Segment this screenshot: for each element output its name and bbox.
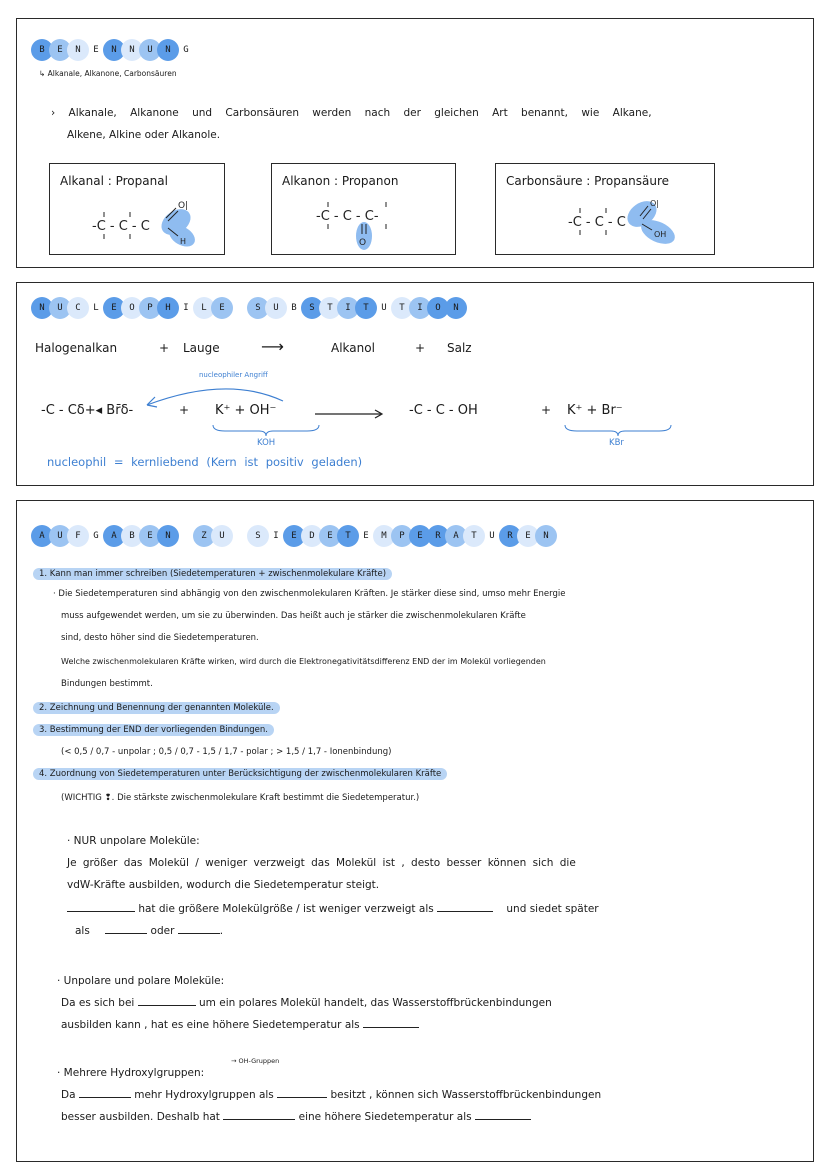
title-letter: U	[49, 297, 71, 319]
blank-7[interactable]	[79, 1097, 131, 1098]
title-letter: T	[463, 525, 485, 547]
title-letter: E	[103, 297, 125, 319]
propanon-box	[271, 163, 456, 255]
step-1-text-1: · Die Siedetemperaturen sind abhängig von den zwischenmolekularen Kräften. Je stärker diese sind, umso mehr Energie	[53, 589, 566, 599]
propanon-structure-icon	[272, 164, 457, 256]
nonpolar-line-1: Je größer das Molekül / weniger verzweigt das Molekül ist , desto besser können sich die	[67, 857, 576, 869]
tasks-title	[31, 525, 553, 547]
title-letter: I	[409, 297, 431, 319]
step-1-heading: 1. Kann man immer schreiben (Siedetemperaturen + zwischenmolekulare Kräfte)	[33, 569, 392, 579]
title-letter: E	[283, 525, 305, 547]
title-letter: O	[121, 297, 143, 319]
blank-10[interactable]	[475, 1119, 531, 1120]
title-letter: P	[139, 297, 161, 319]
mechanism-right: -C - C - OH	[409, 403, 478, 418]
mixed-line-2: ausbilden kann , hat es eine höhere Siedetemperatur als	[61, 1019, 419, 1031]
title-letter: L	[193, 297, 215, 319]
kbr-brace-icon	[563, 423, 673, 437]
title-letter: E	[211, 297, 233, 319]
blank-5[interactable]	[138, 1005, 196, 1006]
title-letter: I	[183, 303, 189, 313]
step-4-note: (WICHTIG ❢. Die stärkste zwischenmolekulare Kraft bestimmt die Siedetemperatur.)	[61, 793, 420, 803]
product-alkanol: Alkanol	[331, 341, 375, 355]
svg-text:O|: O|	[650, 199, 659, 208]
title-letter: E	[363, 531, 369, 541]
title-letter: L	[93, 303, 99, 313]
step-3-ranges: (< 0,5 / 0,7 - unpolar ; 0,5 / 0,7 - 1,5 / 1,7 - polar ; > 1,5 / 1,7 - Ionenbindung)	[61, 747, 392, 757]
svg-text:-C - C - C: -C - C - C	[92, 219, 150, 234]
reaction-arrow: ⟶	[261, 337, 284, 356]
title-letter: T	[355, 297, 377, 319]
propansaeure-structure-icon	[496, 164, 716, 256]
title-letter: N	[31, 297, 53, 319]
title-letter: M	[373, 525, 395, 547]
step-1-text-5: Bindungen bestimmt.	[61, 679, 153, 689]
title-letter: N	[157, 525, 179, 547]
nonpolar-line-4: als oder .	[75, 925, 224, 937]
step-4-heading: 4. Zuordnung von Siedetemperaturen unter Berücksichtigung der zwischenmolekularen Kräfte	[33, 769, 447, 779]
title-letter: N	[103, 39, 125, 61]
kbr-label: KBr	[609, 438, 624, 448]
title-letter: N	[445, 297, 467, 319]
title-letter: G	[183, 45, 189, 55]
reactant-halogenalkan: Halogenalkan	[35, 341, 118, 355]
title-letter: U	[49, 525, 71, 547]
reaction-plus-2: +	[415, 341, 426, 355]
title-letter: E	[409, 525, 431, 547]
title-letter: D	[301, 525, 323, 547]
svg-text:OH: OH	[654, 230, 667, 239]
nucleophil-definition: nucleophil = kernliebend (Kern ist positiv geladen)	[47, 455, 363, 469]
blank-6[interactable]	[363, 1027, 419, 1028]
ions-right: K⁺ + Br⁻	[567, 403, 623, 418]
title-letter: T	[391, 297, 413, 319]
hydroxy-line-1: Da mehr Hydroxylgruppen als besitzt , können sich Wasserstoffbrückenbindungen	[61, 1089, 602, 1101]
mechanism-left: -C - Cδ+◂ Br̄δ-	[41, 403, 134, 418]
blank-3[interactable]	[105, 933, 147, 934]
reactant-lauge: Lauge	[183, 341, 220, 355]
title-letter: Z	[193, 525, 215, 547]
propansaeure-label: Carbonsäure : Propansäure	[506, 174, 670, 188]
title-letter: T	[319, 297, 341, 319]
title-letter: P	[391, 525, 413, 547]
mechanism-plus-2: +	[541, 403, 552, 417]
blank-2[interactable]	[437, 911, 493, 912]
title-letter: F	[67, 525, 89, 547]
intro-line-1: › Alkanale, Alkanone und Carbonsäuren werden nach der gleichen Art benannt, wie Alkane,	[51, 107, 652, 119]
propanal-structure-icon	[50, 164, 226, 256]
title-letter: S	[247, 525, 269, 547]
nonpolar-line-3: hat die größere Molekülgröße / ist weniger verzweigt als und siedet später	[67, 903, 599, 915]
svg-text:O: O	[359, 238, 367, 248]
title-letter: B	[31, 39, 53, 61]
propansaeure-box	[495, 163, 715, 255]
title-letter: E	[517, 525, 539, 547]
step-1-text-4: Welche zwischenmolekularen Kräfte wirken, wird durch die Elektronegativitätsdifferenz END der im Molekül vorliegenden	[61, 657, 546, 666]
title-letter: R	[499, 525, 521, 547]
title-letter: N	[121, 39, 143, 61]
svg-text:H: H	[180, 237, 187, 246]
nonpolar-line-2: vdW-Kräfte ausbilden, wodurch die Siedetemperatur steigt.	[67, 879, 380, 891]
hydroxy-line-2: besser ausbilden. Deshalb hat eine höhere Siedetemperatur als	[61, 1111, 531, 1123]
hydroxy-title: · Mehrere Hydroxylgruppen:	[57, 1067, 205, 1079]
title-letter: E	[319, 525, 341, 547]
title-letter: T	[337, 525, 359, 547]
title-letter: S	[247, 297, 269, 319]
mechanism-plus: +	[179, 403, 190, 417]
boiling-point-tasks-panel	[16, 500, 814, 1162]
reaction-plus-1: +	[159, 341, 170, 355]
mixed-line-1: Da es sich bei um ein polares Molekül handelt, das Wasserstoffbrückenbindungen	[61, 997, 552, 1009]
title-letter: E	[93, 45, 99, 55]
title-letter: B	[291, 303, 297, 313]
blank-4[interactable]	[178, 933, 220, 934]
step-1-text-2: muss aufgewendet werden, um sie zu überwinden. Das heißt auch je stärker die zwischenmolekularen Kräfte	[61, 611, 526, 621]
title-letter: U	[381, 303, 387, 313]
step-2-heading: 2. Zeichnung und Benennung der genannten Moleküle.	[33, 703, 280, 713]
propanal-box	[49, 163, 225, 255]
title-letter: U	[211, 525, 233, 547]
koh-brace-icon	[211, 423, 321, 437]
title-letter: C	[67, 297, 89, 319]
title-letter: N	[535, 525, 557, 547]
blank-1[interactable]	[67, 911, 135, 912]
title-letter: A	[445, 525, 467, 547]
blank-9[interactable]	[223, 1119, 295, 1120]
mechanism-arrow-icon	[315, 409, 385, 419]
svg-text:-C - C - C-: -C - C - C-	[316, 209, 379, 224]
substitution-title	[31, 297, 463, 319]
attack-label: nucleophiler Angriff	[199, 371, 268, 379]
product-salz: Salz	[447, 341, 472, 355]
title-letter: G	[93, 531, 99, 541]
title-letter: U	[139, 39, 161, 61]
ions-left: K⁺ + OH⁻	[215, 403, 277, 418]
title-letter: R	[427, 525, 449, 547]
title-letter: I	[273, 531, 279, 541]
title-letter: E	[49, 39, 71, 61]
hydroxy-note: → OH-Gruppen	[231, 1057, 280, 1065]
naming-title	[31, 39, 193, 61]
propanal-label: Alkanal : Propanal	[60, 174, 168, 188]
naming-panel	[16, 18, 814, 268]
propanon-label: Alkanon : Propanon	[282, 174, 399, 188]
title-letter: H	[157, 297, 179, 319]
title-letter: U	[489, 531, 495, 541]
title-letter: A	[31, 525, 53, 547]
koh-label: KOH	[257, 438, 276, 448]
title-letter: O	[427, 297, 449, 319]
step-3-heading: 3. Bestimmung der END der vorliegenden Bindungen.	[33, 725, 274, 735]
naming-subtitle: ↳ Alkanale, Alkanone, Carbonsäuren	[39, 69, 177, 78]
blank-8[interactable]	[277, 1097, 327, 1098]
title-letter: B	[121, 525, 143, 547]
title-letter: N	[157, 39, 179, 61]
mixed-title: · Unpolare und polare Moleküle:	[57, 975, 225, 987]
svg-text:-C - C - C: -C - C - C	[568, 215, 626, 230]
title-letter: I	[337, 297, 359, 319]
nucleophilic-substitution-panel	[16, 282, 814, 486]
step-1-text-3: sind, desto höher sind die Siedetemperaturen.	[61, 633, 259, 643]
nonpolar-title: · NUR unpolare Moleküle:	[67, 835, 200, 847]
intro-line-2: Alkene, Alkine oder Alkanole.	[67, 129, 221, 141]
title-letter: S	[301, 297, 323, 319]
title-letter: U	[265, 297, 287, 319]
title-letter: A	[103, 525, 125, 547]
svg-text:O|: O|	[178, 201, 189, 211]
title-letter: N	[67, 39, 89, 61]
title-letter: E	[139, 525, 161, 547]
